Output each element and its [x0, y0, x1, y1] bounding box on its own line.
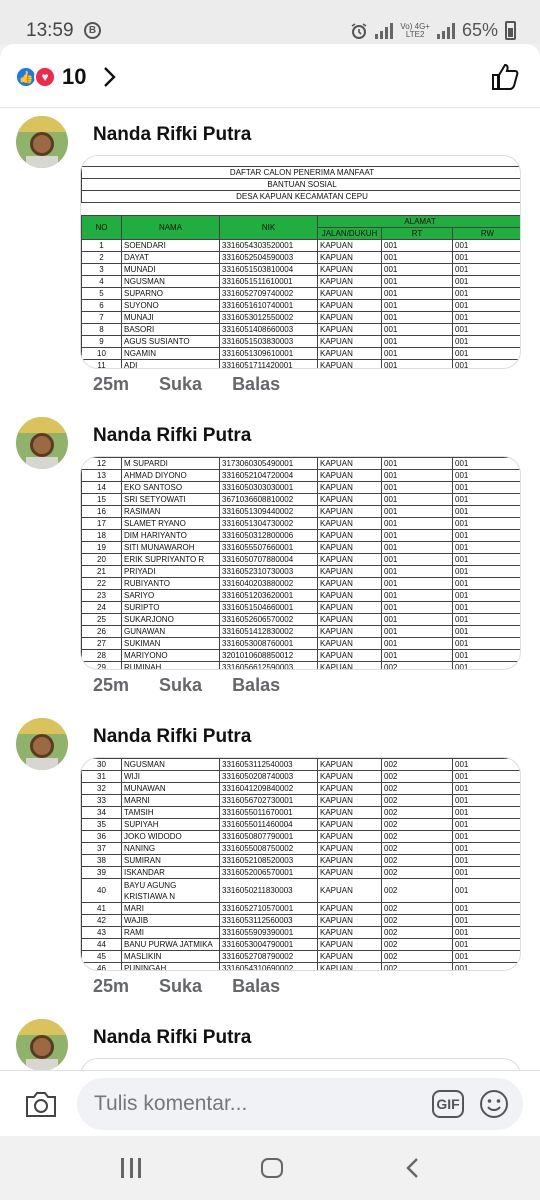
reply-button[interactable]: Balas [232, 976, 281, 996]
commenter-name[interactable]: Nanda Rifki Putra [93, 1027, 252, 1048]
table-row: 5 SUPARNO 3316052709740002 KAPUAN 001 001 [82, 288, 522, 300]
camera-icon[interactable] [24, 1089, 58, 1119]
comment-composer [0, 1070, 540, 1136]
status-time: 13:59 [26, 20, 74, 41]
table-row: 30 NGUSMAN 3316053112540003 KAPUAN 002 001 [82, 759, 522, 771]
alarm-icon [350, 22, 368, 40]
document-table: DAFTAR CALON PENERIMA MANFAAT BANTUAN SOSIAL DESA KAPUAN KECAMATAN CEPU NO NAMA NIK ALAMAT JALAN/DUKUH RT RW 1 SOENDARI 3316054303520001 KAPUAN 001 001 2 DAYAT 3316052504590003 KAPUAN 001 001 3 MUNADI 3316051503810004 KAPUAN 001 001 4 NGUSMAN 3316051511610001 KAPUAN 001 001 5 SUPARNO 3316052709740002 KAPUAN 001 001 6 SUYONO 3316051610740001 KAPUAN 001 001 7 MUNAJI 3316053012550002 KAPUAN 001 001 8 BASORI 3316051408660003 KAPUAN 001 001 9 AGUS SUSIANTO 3316051503830003 KAPUAN 001 001 10 NGAMIN 3316051309610001 KAPUAN 001 001 11 ADI 3316051711420001 KAPUAN 001 001 [81, 166, 521, 369]
table-row: 25 SUKARJONO 3316052606570002 KAPUAN 001 001 [82, 614, 522, 626]
comment-time: 25m [93, 675, 130, 695]
table-row: 42 WAJIB 3316053112560003 KAPUAN 002 001 [82, 915, 522, 927]
table-row: 2 DAYAT 3316052504590003 KAPUAN 001 001 [82, 252, 522, 264]
battery-percent: 65% [461, 20, 498, 40]
table-row: 22 RUBIYANTO 3316040203880002 KAPUAN 001 001 [82, 578, 522, 590]
avatar[interactable] [16, 1019, 68, 1070]
reaction-count[interactable]: 10 [62, 64, 87, 89]
table-row: 8 BASORI 3316051408660003 KAPUAN 001 001 [82, 324, 522, 336]
table-row: 36 JOKO WIDODO 3316050807790001 KAPUAN 002 001 [82, 831, 522, 843]
table-row: 27 SUKIMAN 3316053008760001 KAPUAN 001 001 [82, 638, 522, 650]
table-row: 39 ISKANDAR 3316052006570001 KAPUAN 002 001 [82, 867, 522, 879]
recent-apps-button[interactable] [121, 1158, 141, 1178]
table-row: 6 SUYONO 3316051610740001 KAPUAN 001 001 [82, 300, 522, 312]
table-row: 14 EKO SANTOSO 3316050303030001 KAPUAN 001 001 [82, 482, 522, 494]
table-row: 41 MARI 3316052710570001 KAPUAN 002 001 [82, 903, 522, 915]
comment-time: 25m [93, 976, 130, 996]
comment [0, 112, 540, 413]
comment-time: 25m [93, 374, 130, 394]
avatar[interactable] [16, 417, 68, 469]
table-row: 46 PUNINGAH 3316054310690002 KAPUAN 002 001 [82, 963, 522, 972]
comment-image[interactable] [80, 1058, 521, 1070]
table-row: 43 RAMI 3316055909390001 KAPUAN 002 001 [82, 927, 522, 939]
table-row: 32 MUNAWAN 3316041209840002 KAPUAN 002 001 [82, 783, 522, 795]
table-row: 24 SURIPTO 3316051504660001 KAPUAN 001 001 [82, 602, 522, 614]
signal-1-icon [375, 23, 393, 39]
table-row: 21 PRIYADI 3316052310730003 KAPUAN 001 001 [82, 566, 522, 578]
emoji-icon[interactable] [479, 1089, 509, 1119]
table-row: 13 AHMAD DIYONO 3316052104720004 KAPUAN 001 001 [82, 470, 522, 482]
table-row: 1 SOENDARI 3316054303520001 KAPUAN 001 001 [82, 240, 522, 252]
table-row: 4 NGUSMAN 3316051511610001 KAPUAN 001 001 [82, 276, 522, 288]
like-button[interactable] [490, 62, 520, 92]
table-row: 18 DIM HARIYANTO 3316050312800006 KAPUAN 001 001 [82, 530, 522, 542]
comment-image[interactable] [80, 456, 521, 670]
like-comment-button[interactable]: Suka [159, 976, 203, 996]
comment-placeholder: Tulis komentar... [94, 1092, 248, 1115]
table-row: 38 SUMIRAN 3316052108520003 KAPUAN 002 001 [82, 855, 522, 867]
reply-button[interactable]: Balas [232, 675, 281, 695]
chevron-right-icon[interactable] [99, 65, 119, 89]
network-type: Vo) 4G+ LTE2 [400, 21, 430, 39]
table-row: 34 TAMSIH 3316055011670001 KAPUAN 002 001 [82, 807, 522, 819]
b-notification-icon: B [84, 22, 101, 39]
status-bar [0, 0, 540, 44]
table-row: 17 SLAMET RYANO 3316051304730002 KAPUAN 001 001 [82, 518, 522, 530]
love-reaction-icon[interactable]: ♥ [34, 66, 56, 88]
table-row: 33 MARNI 3316056702730001 KAPUAN 002 001 [82, 795, 522, 807]
gif-button[interactable]: GIF [432, 1090, 464, 1118]
system-nav-bar [0, 1136, 540, 1200]
commenter-name[interactable]: Nanda Rifki Putra [93, 425, 252, 446]
comment [0, 1015, 540, 1070]
avatar[interactable] [16, 116, 68, 168]
back-button[interactable] [403, 1156, 423, 1180]
table-row: 3 MUNADI 3316051503810004 KAPUAN 001 001 [82, 264, 522, 276]
table-row: 44 BANU PURWA JATMIKA 3316053004790001 KAPUAN 002 001 [82, 939, 522, 951]
commenter-name[interactable]: Nanda Rifki Putra [93, 124, 252, 145]
table-row: 20 ERIK SUPRIYANTO R 3316050707880004 KAPUAN 001 001 [82, 554, 522, 566]
reply-button[interactable]: Balas [232, 374, 281, 394]
table-row: 40 BAYU AGUNG KRISTIAWA N 3316050211830003 KAPUAN 002 001 [82, 879, 522, 903]
table-row: 45 MASLIKIN 3316052708790002 KAPUAN 002 001 [82, 951, 522, 963]
table-row: 28 MARIYONO 3201010608850012 KAPUAN 001 001 [82, 650, 522, 662]
avatar[interactable] [16, 718, 68, 770]
table-row: 7 MUNAJI 3316053012550002 KAPUAN 001 001 [82, 312, 522, 324]
document-table [81, 758, 521, 971]
like-comment-button[interactable]: Suka [159, 675, 203, 695]
table-row: 12 M SUPARDI 3173060305490001 KAPUAN 001 001 [82, 458, 522, 470]
table-row: 26 GUNAWAN 3316051412830002 KAPUAN 001 001 [82, 626, 522, 638]
like-comment-button[interactable]: Suka [159, 374, 203, 394]
document-table [81, 457, 521, 670]
table-row: 16 RASIMAN 3316051309440002 KAPUAN 001 001 [82, 506, 522, 518]
table-row: 9 AGUS SUSIANTO 3316051503830003 KAPUAN 001 001 [82, 336, 522, 348]
table-row: 31 WIJI 3316050208740003 KAPUAN 002 001 [82, 771, 522, 783]
comment-image[interactable] [80, 155, 521, 369]
comments-sheet [0, 44, 540, 1070]
battery-icon [505, 21, 516, 40]
table-row: 15 SRI SETYOWATI 3671036608810002 KAPUAN 001 001 [82, 494, 522, 506]
table-row: 35 SUPIYAH 3316055011460004 KAPUAN 002 001 [82, 819, 522, 831]
signal-2-icon [437, 23, 455, 39]
home-button[interactable] [261, 1158, 283, 1178]
comment-image[interactable] [80, 757, 521, 971]
table-row: 37 NANING 3316055008750002 KAPUAN 002 001 [82, 843, 522, 855]
table-row: 11 ADI 3316051711420001 KAPUAN 001 001 [82, 360, 522, 370]
comment [0, 413, 540, 714]
comment-input[interactable] [77, 1078, 523, 1130]
table-row: 23 SARIYO 3316051203620001 KAPUAN 001 001 [82, 590, 522, 602]
like-reaction-icon[interactable]: 👍 [15, 66, 37, 88]
reactions-bar [0, 44, 540, 108]
table-row: 19 SITI MUNAWAROH 3316055507660001 KAPUAN 001 001 [82, 542, 522, 554]
commenter-name[interactable]: Nanda Rifki Putra [93, 726, 252, 747]
comment [0, 714, 540, 1015]
table-row: 10 NGAMIN 3316051309610001 KAPUAN 001 001 [82, 348, 522, 360]
table-row: 29 RUMINAH 3316056612590003 KAPUAN 002 001 [82, 662, 522, 671]
